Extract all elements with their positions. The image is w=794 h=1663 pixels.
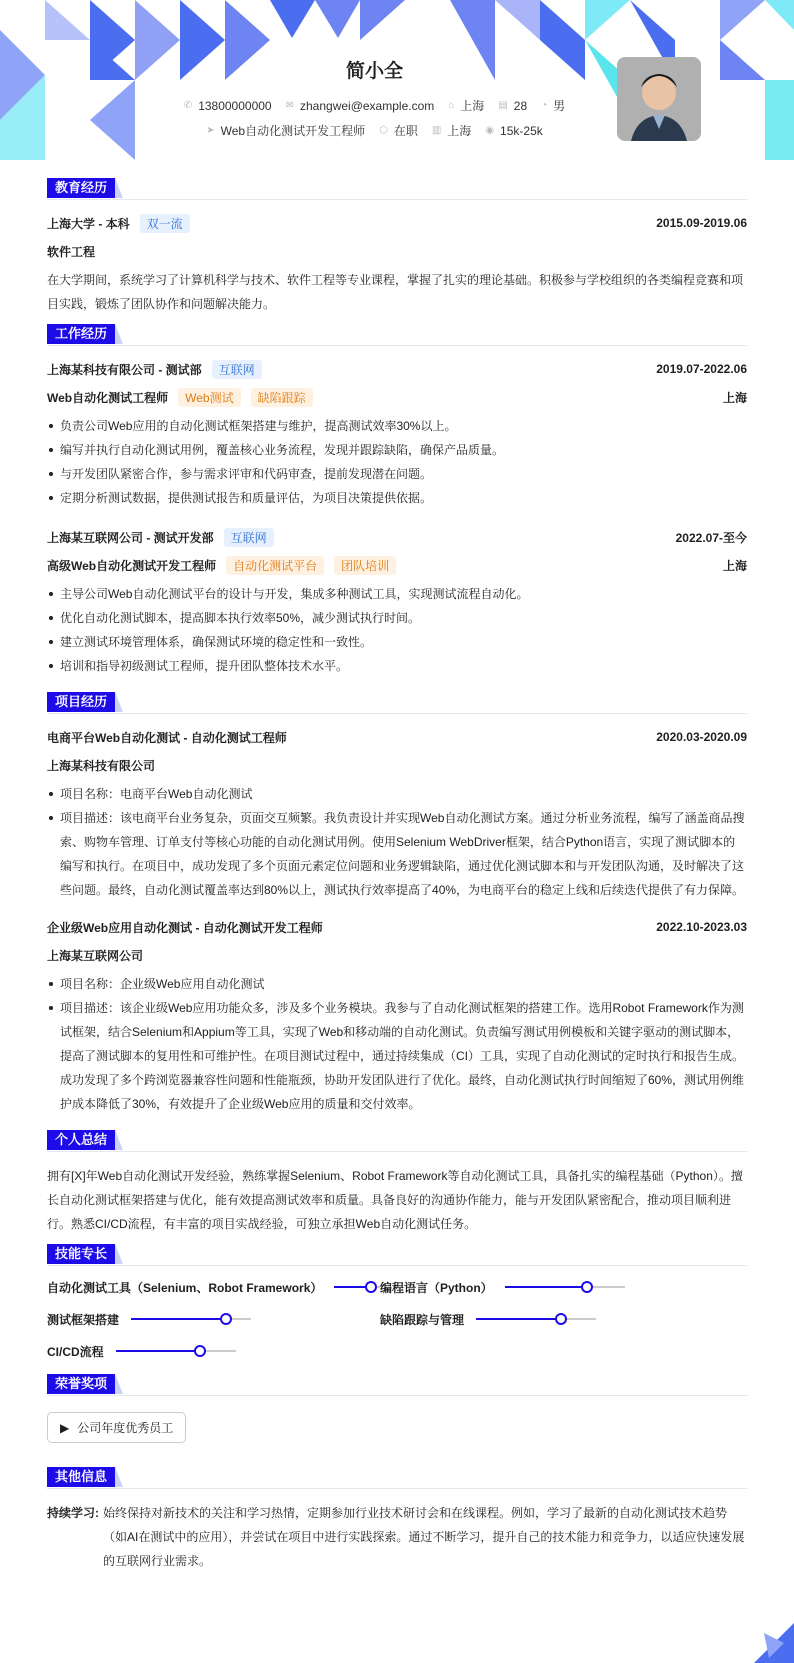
role: 高级Web自动化测试开发工程师	[47, 558, 217, 573]
project-date: 2022.10-2023.03	[656, 920, 747, 934]
bullet: 与开发团队紧密合作，参与需求评审和代码审查，提前发现潜在问题。	[47, 462, 747, 486]
work-role-line	[47, 386, 747, 408]
work-company-group	[47, 528, 274, 547]
other-label: 持续学习:	[47, 1506, 99, 1520]
phone-icon: ✆	[183, 100, 193, 111]
bullet: 项目描述：该企业级Web应用功能众多，涉及多个业务模块。我参与了自动化测试框架的搭建工作。选用Robot Framework作为测试框架，结合Selenium和Appium等工具，实现了Web和移动端的自动化测试。负责编写测试用例模板和关键字驱动的测试脚本，提高了测试脚本的复用性和可维护性。在项目测试过程中，通过持续集成（CI）工具，实现了自动化测试的定时执行和报告生成。成功发现了多个跨浏览器兼容性问题和性能瓶颈，协助开发团队进行了优化。最终，自动化测试执行时间缩短了60%，测试用例维护成本降低了30%，有效提升了企业级Web应用的质量和交付效率。	[47, 996, 747, 1116]
work-header	[47, 526, 747, 548]
bullet: 主导公司Web自动化测试平台的设计与开发，集成多种测试工具，实现测试流程自动化。	[47, 582, 747, 606]
role-group	[47, 388, 313, 407]
section-title: 个人总结	[47, 1130, 115, 1150]
salary-icon: ◉	[485, 125, 495, 136]
project-bullets	[47, 972, 747, 1116]
skill-item	[47, 1310, 380, 1328]
target-position: Web自动化测试开发工程师	[220, 124, 366, 138]
play-icon: ▶	[60, 1420, 70, 1435]
section-title: 技能专长	[47, 1244, 115, 1264]
project-company-line	[47, 944, 747, 966]
bullet: 项目名称：企业级Web应用自动化测试	[47, 972, 747, 996]
building-icon: ▥	[431, 125, 442, 136]
bullet: 建立测试环境管理体系，确保测试环境的稳定性和一致性。	[47, 630, 747, 654]
work-city: 上海	[722, 558, 747, 573]
project-header	[47, 916, 747, 938]
edu-desc: 在大学期间，系统学习了计算机科学与技术、软件工程等专业课程，掌握了扎实的理论基础。积极参与学校组织的各类编程竞赛和项目实践，锻炼了团队协作和问题解决能力。	[47, 273, 744, 311]
award-item[interactable]	[47, 1412, 186, 1443]
work-bullets	[47, 582, 747, 678]
skill-item	[380, 1278, 713, 1296]
section-work	[47, 324, 747, 346]
send-icon: ➤	[206, 125, 215, 136]
project-company-line	[47, 754, 747, 776]
candidate-name: 简小全	[345, 61, 403, 82]
home-icon: ⌂	[448, 100, 455, 111]
email[interactable]: zhangwei@example.com	[300, 98, 435, 113]
skill-name: 测试框架搭建	[47, 1312, 120, 1327]
work-date: 2019.07-2022.06	[656, 362, 747, 376]
gender-icon: ◔	[541, 100, 548, 111]
project-company: 上海某互联网公司	[47, 948, 144, 963]
skill-level-slider[interactable]	[131, 1318, 251, 1320]
industry-tag: 互联网	[212, 360, 262, 379]
age-icon: ▤	[498, 100, 508, 111]
section-other	[47, 1467, 747, 1489]
role: Web自动化测试工程师	[47, 390, 169, 405]
skill-level-thumb[interactable]	[194, 1345, 206, 1357]
school-tag: 双一流	[140, 214, 190, 233]
project-date: 2020.03-2020.09	[656, 730, 747, 744]
work-city: 上海	[722, 390, 747, 405]
section-title: 教育经历	[47, 178, 115, 198]
skill-tag: Web测试	[178, 388, 240, 407]
work-header	[47, 358, 747, 380]
work-date: 2022.07-至今	[675, 530, 747, 545]
section-education	[47, 178, 747, 200]
skill-tag: 团队培训	[334, 556, 396, 575]
skill-level-fill	[131, 1318, 226, 1320]
section-title: 其他信息	[47, 1467, 115, 1487]
skill-level-slider[interactable]	[116, 1350, 236, 1352]
skill-item	[380, 1310, 713, 1328]
bullet: 项目名称：电商平台Web自动化测试	[47, 782, 747, 806]
skill-item	[47, 1278, 380, 1296]
skill-name: 自动化测试工具（Selenium、Robot Framework）	[47, 1280, 323, 1295]
school: 上海大学 - 本科	[47, 216, 130, 231]
skill-name: CI/CD流程	[47, 1344, 104, 1359]
skill-level-fill	[476, 1318, 561, 1320]
skill-level-slider[interactable]	[476, 1318, 596, 1320]
project-bullets	[47, 782, 747, 902]
bullet: 培训和指导初级测试工程师，提升团队整体技术水平。	[47, 654, 747, 678]
corner-decoration	[754, 1623, 794, 1663]
skill-item	[47, 1342, 380, 1360]
company: 上海某科技有限公司 - 测试部	[47, 362, 202, 377]
project-name: 企业级Web应用自动化测试 - 自动化测试开发工程师	[47, 920, 323, 935]
work-bullets	[47, 414, 747, 510]
section-summary	[47, 1130, 747, 1152]
skill-tag: 缺陷跟踪	[251, 388, 313, 407]
skill-level-thumb[interactable]	[220, 1313, 232, 1325]
bullet: 项目描述：该电商平台业务复杂，页面交互频繁。我负责设计并实现Web自动化测试方案。通过分析业务流程，编写了涵盖商品搜索、购物车管理、订单支付等核心功能的自动化测试用例。使用Selenium WebDriver框架，结合Python语言，实现了测试脚本的编写和执行。在项目中，成功发现了多个页面元素定位问题和业务逻辑缺陷，通过优化测试脚本和与开发团队沟通，及时解决了这些问题。最终，自动化测试覆盖率达到80%以上，测试执行效率提高了40%，为电商平台的稳定上线和后续迭代提供了有力保障。	[47, 806, 747, 902]
skill-tag: 自动化测试平台	[226, 556, 324, 575]
skill-name: 缺陷跟踪与管理	[380, 1312, 465, 1327]
skill-level-thumb[interactable]	[581, 1281, 593, 1293]
bullet: 负责公司Web应用的自动化测试框架搭建与维护，提高测试效率30%以上。	[47, 414, 747, 438]
resume-header	[47, 0, 747, 170]
bullet: 优化自动化测试脚本，提高脚本执行效率50%，减少测试执行时间。	[47, 606, 747, 630]
section-title: 荣誉奖项	[47, 1374, 115, 1394]
work-company-group	[47, 360, 262, 379]
work-role-line	[47, 554, 747, 576]
skill-level-fill	[505, 1286, 588, 1288]
avatar-photo	[617, 57, 701, 141]
award-label: 公司年度优秀员工	[77, 1421, 174, 1435]
skill-level-thumb[interactable]	[365, 1281, 377, 1293]
section-projects	[47, 692, 747, 714]
skill-level-fill	[116, 1350, 200, 1352]
email-icon: ✉	[285, 100, 294, 111]
skill-level-slider[interactable]	[334, 1286, 380, 1288]
job-status: 在职	[393, 124, 418, 138]
skill-level-thumb[interactable]	[555, 1313, 567, 1325]
edu-date: 2015.09-2019.06	[656, 216, 747, 230]
age: 28	[513, 98, 528, 113]
summary-text: 拥有[X]年Web自动化测试开发经验，熟练掌握Selenium、Robot Framework等自动化测试工具，具备扎实的编程基础（Python）。擅长自动化测试框架搭建与优化，能有效提高测试效率和质量。具备良好的沟通协作能力，能与开发团队紧密配合，推动项目顺利进行。熟悉CI/CD流程，有丰富的项目实战经验，可独立承担Web自动化测试任务。	[47, 1169, 743, 1231]
skill-level-slider[interactable]	[505, 1286, 625, 1288]
salary: 15k-25k	[500, 123, 543, 138]
skill-name: 编程语言（Python）	[380, 1280, 493, 1295]
section-title: 工作经历	[47, 324, 115, 344]
section-title: 项目经历	[47, 692, 115, 712]
gender: 男	[553, 99, 566, 113]
major: 软件工程	[47, 244, 96, 259]
industry-tag: 互联网	[224, 528, 274, 547]
section-awards	[47, 1374, 747, 1396]
section-skills	[47, 1244, 747, 1266]
phone: 13800000000	[198, 98, 272, 113]
project-header	[47, 726, 747, 748]
project-name: 电商平台Web自动化测试 - 自动化测试工程师	[47, 730, 287, 745]
other-text: 始终保持对新技术的关注和学习热情，定期参加行业技术研讨会和在线课程。例如，学习了最新的自动化测试技术趋势（如AI在测试中的应用），并尝试在项目中进行实践探索。通过不断学习，提升自己的技术能力和竞争力，以适应快速发展的互联网行业需求。	[103, 1506, 745, 1568]
bullet: 定期分析测试数据，提供测试报告和质量评估，为项目决策提供依据。	[47, 486, 747, 510]
status-icon: ⬡	[379, 125, 388, 136]
role-group	[47, 556, 396, 575]
location: 上海	[460, 99, 485, 113]
bullet: 编写并执行自动化测试用例，覆盖核心业务流程，发现并跟踪缺陷，确保产品质量。	[47, 438, 747, 462]
company: 上海某互联网公司 - 测试开发部	[47, 530, 214, 545]
project-company: 上海某科技有限公司	[47, 758, 156, 773]
target-city: 上海	[447, 124, 472, 138]
